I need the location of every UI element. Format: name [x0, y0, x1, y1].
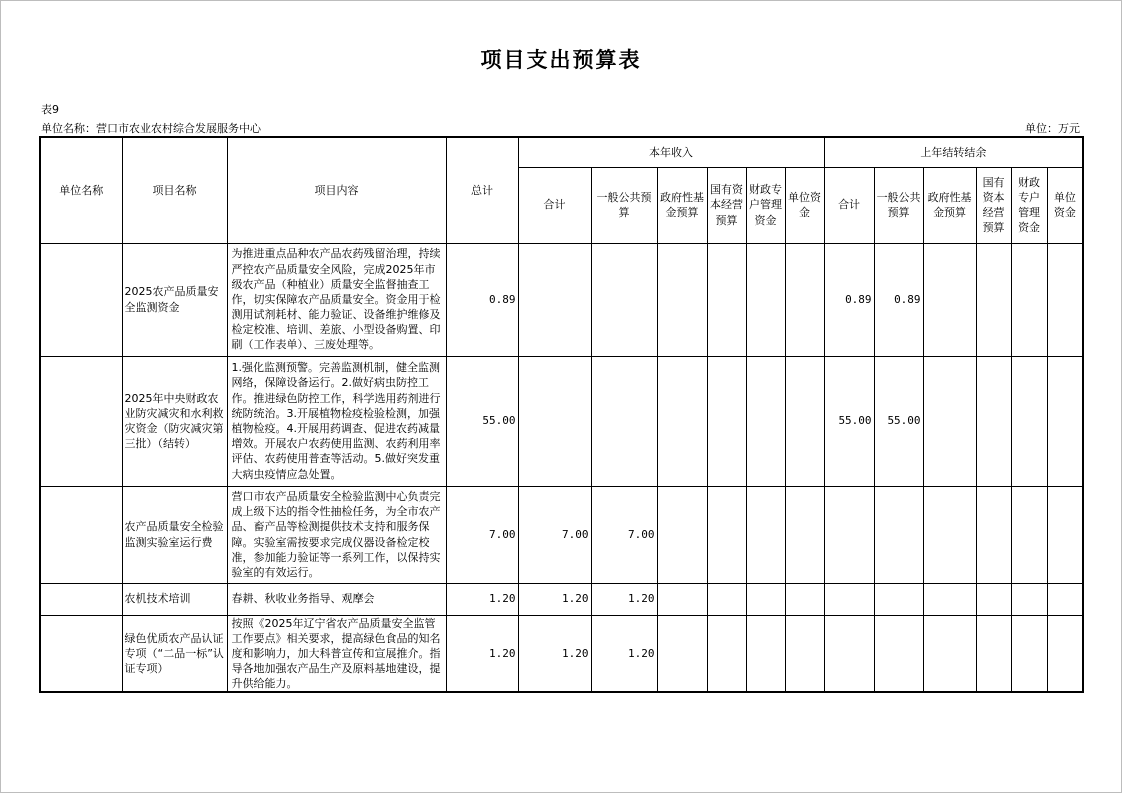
header-income-general-public: 一般公共预算 [591, 167, 657, 243]
header-income-state-capital: 国有资本经营预算 [707, 167, 746, 243]
cell-income-state-capital [707, 486, 746, 583]
cell-income-state-capital [707, 356, 746, 486]
cell-project-content: 1.强化监测预警。完善监测机制，健全监测网络，保障设备运行。2.做好病虫防控工作。推进绿色防控工作，科学选用药剂进行统防统治。3.开展植物检疫检验检测，加强植物检疫。4.开展用药调查、促进农药减量增效。开展农户农药使用监测、农药利用率评估、农药使用普查等活动。5.做好突发重大病虫疫情应急处置。 [227, 356, 446, 486]
cell-carryover-gov-fund [923, 583, 976, 615]
cell-carryover-state-capital [976, 583, 1011, 615]
cell-income-general [591, 356, 657, 486]
cell-carryover-subtotal: 0.89 [824, 243, 874, 356]
cell-carryover-fiscal-special [1011, 356, 1047, 486]
cell-carryover-subtotal [824, 486, 874, 583]
budget-table [39, 136, 1084, 693]
table-row [40, 615, 1083, 692]
header-project-name: 项目名称 [122, 137, 227, 243]
cell-carryover-general [874, 583, 923, 615]
cell-project-content: 为推进重点品种农产品农药残留治理，持续严控农产品质量安全风险，完成2025年市级农产品（种植业）质量安全监督抽查工作，切实保障农产品质量安全。资金用于检测用试剂耗材、能力验证、设备维护维修及检定校准、培训、差旅、小型设备购置、印刷（工作表单）、三废处理等。 [227, 243, 446, 356]
cell-project-name: 2025农产品质量安全监测资金 [122, 243, 227, 356]
cell-income-state-capital [707, 583, 746, 615]
cell-project-content: 按照《2025年辽宁省农产品质量安全监管工作要点》相关要求，提高绿色食品的知名度和影响力，加大科普宣传和宣展推介。指导各地加强农产品生产及原料基地建设，提升供给能力。 [227, 615, 446, 692]
cell-income-subtotal [518, 243, 591, 356]
cell-carryover-unit-funds [1047, 583, 1083, 615]
cell-total: 55.00 [446, 356, 518, 486]
cell-income-unit-funds [785, 356, 824, 486]
cell-income-general: 1.20 [591, 583, 657, 615]
cell-carryover-fiscal-special [1011, 243, 1047, 356]
cell-unit [40, 486, 122, 583]
cell-carryover-unit-funds [1047, 243, 1083, 356]
header-income-fiscal-special: 财政专户管理资金 [746, 167, 785, 243]
header-total: 总计 [446, 137, 518, 243]
header-carryover: 上年结转结余 [824, 137, 1083, 167]
cell-carryover-fiscal-special [1011, 615, 1047, 692]
cell-income-unit-funds [785, 583, 824, 615]
cell-carryover-unit-funds [1047, 486, 1083, 583]
cell-income-subtotal: 1.20 [518, 583, 591, 615]
cell-total: 1.20 [446, 583, 518, 615]
cell-carryover-general [874, 486, 923, 583]
cell-income-gov-fund [657, 243, 707, 356]
cell-total: 1.20 [446, 615, 518, 692]
cell-income-unit-funds [785, 615, 824, 692]
cell-carryover-gov-fund [923, 356, 976, 486]
cell-project-content: 春耕、秋收业务指导、观摩会 [227, 583, 446, 615]
cell-income-unit-funds [785, 243, 824, 356]
cell-income-unit-funds [785, 486, 824, 583]
cell-total: 0.89 [446, 243, 518, 356]
cell-carryover-state-capital [976, 615, 1011, 692]
cell-carryover-gov-fund [923, 615, 976, 692]
cell-total: 7.00 [446, 486, 518, 583]
cell-unit [40, 356, 122, 486]
header-carryover-general-public: 一般公共预算 [874, 167, 923, 243]
cell-income-subtotal [518, 356, 591, 486]
cell-income-state-capital [707, 615, 746, 692]
cell-carryover-unit-funds [1047, 615, 1083, 692]
cell-project-name: 2025年中央财政农业防灾减灾和水利救灾资金（防灾减灾第三批）（结转） [122, 356, 227, 486]
cell-income-subtotal: 7.00 [518, 486, 591, 583]
cell-income-general: 7.00 [591, 486, 657, 583]
header-carryover-unit-funds: 单位资金 [1047, 167, 1083, 243]
cell-carryover-fiscal-special [1011, 486, 1047, 583]
cell-project-name: 农机技术培训 [122, 583, 227, 615]
cell-income-fiscal-special [746, 243, 785, 356]
cell-carryover-general [874, 615, 923, 692]
unit-name-label: 单位名称：营口市农业农村综合发展服务中心 [41, 122, 261, 135]
cell-income-gov-fund [657, 615, 707, 692]
cell-carryover-fiscal-special [1011, 583, 1047, 615]
cell-carryover-general: 0.89 [874, 243, 923, 356]
header-carryover-gov-fund: 政府性基金预算 [923, 167, 976, 243]
cell-carryover-state-capital [976, 356, 1011, 486]
cell-income-fiscal-special [746, 356, 785, 486]
cell-income-gov-fund [657, 583, 707, 615]
cell-carryover-unit-funds [1047, 356, 1083, 486]
header-income-subtotal: 合计 [518, 167, 591, 243]
header-carryover-subtotal: 合计 [824, 167, 874, 243]
table-row [40, 356, 1083, 486]
cell-project-content: 营口市农产品质量安全检验监测中心负责完成上级下达的指令性抽检任务，为全市农产品、畜产品等检测提供技术支持和服务保障。实验室需按要求完成仪器设备检定校准，参加能力验证等一系列工作，以保持实验室的有效运行。 [227, 486, 446, 583]
cell-carryover-subtotal: 55.00 [824, 356, 874, 486]
table-row [40, 583, 1083, 615]
cell-carryover-subtotal [824, 583, 874, 615]
header-project-content: 项目内容 [227, 137, 446, 243]
cell-income-fiscal-special [746, 583, 785, 615]
cell-project-name: 绿色优质农产品认证专项（“二品一标”认证专项） [122, 615, 227, 692]
cell-income-gov-fund [657, 356, 707, 486]
cell-income-gov-fund [657, 486, 707, 583]
cell-unit [40, 583, 122, 615]
cell-project-name: 农产品质量安全检验监测实验室运行费 [122, 486, 227, 583]
cell-carryover-general: 55.00 [874, 356, 923, 486]
cell-carryover-state-capital [976, 243, 1011, 356]
header-current-year-income: 本年收入 [518, 137, 824, 167]
cell-income-subtotal: 1.20 [518, 615, 591, 692]
cell-income-state-capital [707, 243, 746, 356]
cell-income-fiscal-special [746, 486, 785, 583]
header-row-1 [40, 137, 1083, 167]
cell-carryover-gov-fund [923, 243, 976, 356]
table-row [40, 486, 1083, 583]
header-unit-name: 单位名称 [40, 137, 122, 243]
cell-carryover-subtotal [824, 615, 874, 692]
header-income-unit-funds: 单位资金 [785, 167, 824, 243]
cell-income-fiscal-special [746, 615, 785, 692]
unit-label: 单位：万元 [1025, 122, 1080, 135]
cell-unit [40, 615, 122, 692]
table-row [40, 243, 1083, 356]
cell-unit [40, 243, 122, 356]
cell-carryover-state-capital [976, 486, 1011, 583]
header-carryover-state-capital: 国有资本经营预算 [976, 167, 1011, 243]
header-income-gov-fund: 政府性基金预算 [657, 167, 707, 243]
table-number: 表9 [41, 103, 59, 116]
cell-carryover-gov-fund [923, 486, 976, 583]
header-carryover-fiscal-special: 财政专户管理资金 [1011, 167, 1047, 243]
cell-income-general [591, 243, 657, 356]
page-title: 项目支出预算表 [480, 48, 642, 72]
cell-income-general: 1.20 [591, 615, 657, 692]
